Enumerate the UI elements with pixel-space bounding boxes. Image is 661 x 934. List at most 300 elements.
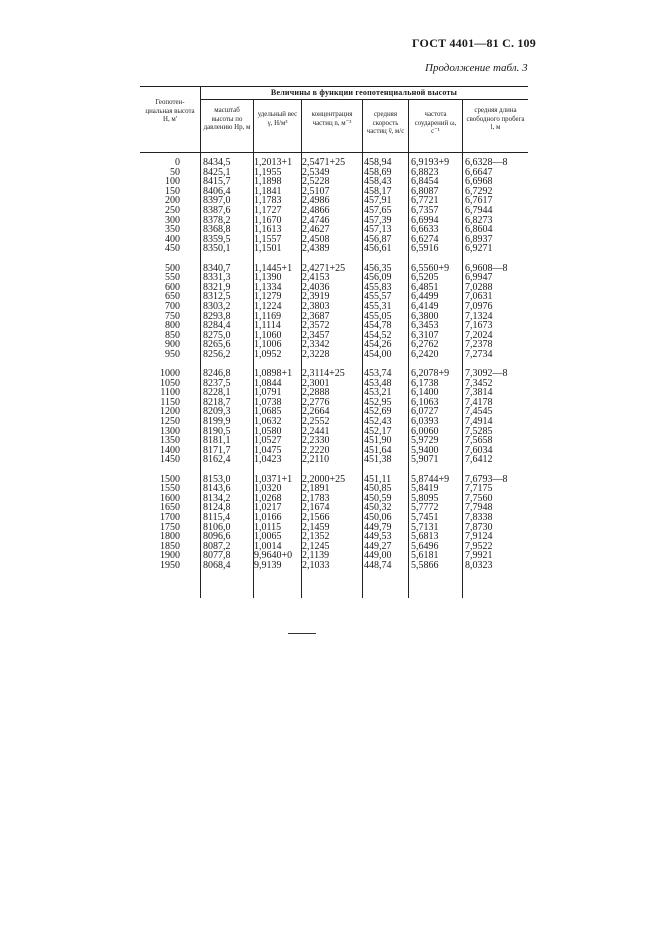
table-cell: 8312,5	[203, 291, 231, 303]
table-cell: 1950	[160, 559, 180, 571]
column-concentration-values	[302, 158, 362, 571]
column-height-values	[140, 158, 180, 571]
table-cell: 1,0685	[254, 406, 282, 418]
table-cell: 455,31	[364, 300, 392, 312]
table-cell: 1,1334	[254, 281, 282, 293]
table-cell: 850	[165, 329, 180, 341]
table-cell: 5,8419	[411, 483, 439, 495]
table-cell: 6,8087	[411, 185, 439, 197]
table-cell: 8368,8	[203, 224, 231, 236]
table-cell: 5,7451	[411, 511, 439, 523]
table-cell: 800	[165, 320, 180, 332]
table-cell: 1,2013+1	[254, 157, 293, 168]
table-cell: 453,74	[364, 368, 392, 380]
table-cell: 6,7944	[465, 204, 493, 216]
table-cell: 7,6793—8	[465, 473, 508, 485]
table-cell: 1,1390	[254, 272, 282, 284]
table-cell: 457,91	[364, 195, 392, 207]
table-cell: 451,64	[364, 444, 392, 456]
table-cell: 7,9124	[465, 531, 493, 543]
table-cell: 8275,0	[203, 329, 231, 341]
table-cell: 449,00	[364, 550, 392, 562]
table-cell: 451,38	[364, 454, 392, 466]
table-cell: 2,2220	[302, 444, 330, 456]
table-cell: 7,8338	[465, 511, 493, 523]
table-cell: 7,2024	[465, 329, 493, 341]
table-cell: 6,6647	[465, 166, 493, 178]
table-cell: 6,7292	[465, 185, 493, 197]
table-cell: 6,6994	[411, 214, 439, 226]
table-cell: 450,85	[364, 483, 392, 495]
table-cell: 50	[170, 166, 180, 178]
table-cell: 2,3457	[302, 329, 330, 341]
table-cell: 250	[165, 204, 180, 216]
table-cell: 5,6813	[411, 531, 439, 543]
table-cell: 1,1445+1	[254, 262, 293, 274]
table-cell: 7,3092—8	[465, 368, 508, 380]
table-cell: 1,1898	[254, 176, 282, 188]
table-cell: 2,1033	[302, 559, 330, 571]
table-cell: 5,9400	[411, 444, 439, 456]
table-cell: 1,0844	[254, 377, 282, 389]
table-cell: 2,2888	[302, 387, 330, 399]
table-cell: 5,5866	[411, 559, 439, 571]
table-cell: 9,9640+0	[254, 550, 293, 562]
table-cell: 6,1400	[411, 387, 439, 399]
table-cell: 449,53	[364, 531, 392, 543]
table-cell: 7,1673	[465, 320, 493, 332]
table-cell: 1,0423	[254, 454, 282, 466]
column-scale-height-values	[203, 158, 251, 571]
table-cell: 2,2330	[302, 435, 330, 447]
table-cell: 1050	[160, 377, 180, 389]
table-cell: 1,0166	[254, 511, 282, 523]
table-cell: 6,7617	[465, 195, 493, 207]
table-cell: 1,0580	[254, 425, 282, 437]
table-cell: 2,5349	[302, 166, 330, 178]
table-cell: 450,32	[364, 502, 392, 514]
table-cell: 6,3107	[411, 329, 439, 341]
table-cell: 650	[165, 291, 180, 303]
table-cell: 6,9271	[465, 243, 493, 255]
table-cell: 8143,6	[203, 483, 231, 495]
table-cell: 8378,2	[203, 214, 231, 226]
table-cell: 2,2552	[302, 416, 330, 428]
table-cell: 6,2078+9	[411, 368, 450, 380]
table-cell: 7,0288	[465, 281, 493, 293]
table-cell: 2,3919	[302, 291, 330, 303]
table-cell: 8124,8	[203, 502, 231, 514]
table-cell: 6,9193+9	[411, 157, 450, 168]
table-cell: 1350	[160, 435, 180, 447]
table-cell: 2,1566	[302, 511, 330, 523]
table-cell: 8162,4	[203, 454, 231, 466]
table-cell: 7,2734	[465, 348, 493, 360]
table-cell: 6,0393	[411, 416, 439, 428]
super-header-rule	[200, 99, 528, 100]
table-cell: 456,09	[364, 272, 392, 284]
table-cell: 2,4986	[302, 195, 330, 207]
table-cell: 2,1139	[302, 550, 330, 562]
table-cell: 2,4866	[302, 204, 330, 216]
table-cell: 9,9139	[254, 559, 282, 571]
table-cell: 2,2000+25	[302, 473, 346, 485]
table-cell: 0	[175, 157, 180, 168]
table-cell: 1,1501	[254, 243, 282, 255]
table-cell: 455,05	[364, 310, 392, 322]
table-cell: 453,48	[364, 377, 392, 389]
table-cell: 2,4271+25	[302, 262, 346, 274]
table-cell: 7,3814	[465, 387, 493, 399]
table-cell: 8265,6	[203, 339, 231, 351]
table-cell: 8406,4	[203, 185, 231, 197]
table-cell: 2,2110	[302, 454, 330, 466]
table-cell: 950	[165, 348, 180, 360]
table-cell: 1,0475	[254, 444, 282, 456]
table-cell: 1,1224	[254, 300, 282, 312]
table-cell: 1,0527	[254, 435, 282, 447]
table-cell: 452,69	[364, 406, 392, 418]
table-cell: 8134,2	[203, 492, 231, 504]
column-header-mean-free-path: средняя длина свободного пробега l, м	[466, 105, 525, 131]
table-cell: 1,0371+1	[254, 473, 293, 485]
table-cell: 456,87	[364, 233, 392, 245]
table-cell: 458,17	[364, 185, 392, 197]
table-cell: 8321,9	[203, 281, 231, 293]
table-cell: 6,1738	[411, 377, 439, 389]
table-cell: 8068,4	[203, 559, 231, 571]
table-cell: 8218,7	[203, 396, 231, 408]
table-cell: 7,0976	[465, 300, 493, 312]
table-cell: 2,1674	[302, 502, 330, 514]
table-cell: 1,1670	[254, 214, 282, 226]
table-cell: 456,35	[364, 262, 392, 274]
table-cell: 2,4153	[302, 272, 330, 284]
table-cell: 200	[165, 195, 180, 207]
table-cell: 6,7721	[411, 195, 439, 207]
table-cell: 452,43	[364, 416, 392, 428]
table-cell: 1,0065	[254, 531, 282, 543]
table-cell: 1900	[160, 550, 180, 562]
table-cell: 452,17	[364, 425, 392, 437]
table-cell: 8087,2	[203, 540, 231, 552]
table-cell: 1150	[160, 396, 180, 408]
table-cell: 8415,7	[203, 176, 231, 188]
table-cell: 8425,1	[203, 166, 231, 178]
table-cell: 2,4389	[302, 243, 330, 255]
table-cell: 2,3572	[302, 320, 330, 332]
table-cell: 700	[165, 300, 180, 312]
table-cell: 7,2378	[465, 339, 493, 351]
table-cell: 2,3803	[302, 300, 330, 312]
table-cell: 1,1060	[254, 329, 282, 341]
table-cell: 456,61	[364, 243, 392, 255]
table-top-rule	[140, 86, 528, 87]
column-frequency-values	[411, 158, 461, 571]
table-cell: 2,4508	[302, 233, 330, 245]
table-cell: 1000	[160, 368, 180, 380]
table-cell: 6,6968	[465, 176, 493, 188]
table-cell: 2,5228	[302, 176, 330, 188]
table-cell: 6,8823	[411, 166, 439, 178]
column-header-height: Геопотен-циальная высота H, м'	[145, 97, 195, 123]
table-cell: 7,3452	[465, 377, 493, 389]
table-cell: 1,0014	[254, 540, 282, 552]
table-cell: 1400	[160, 444, 180, 456]
table-cell: 1,0320	[254, 483, 282, 495]
table-cell: 7,7175	[465, 483, 493, 495]
table-cell: 500	[165, 262, 180, 274]
table-cell: 8303,2	[203, 300, 231, 312]
table-cell: 2,1245	[302, 540, 330, 552]
table-cell: 454,00	[364, 348, 392, 360]
table-cell: 6,9947	[465, 272, 493, 284]
table-cell: 8246,8	[203, 368, 231, 380]
super-header: Величины в функции геопотенциальной высоты	[270, 88, 458, 97]
table-cell: 6,4851	[411, 281, 439, 293]
table-cell: 6,6274	[411, 233, 439, 245]
table-cell: 150	[165, 185, 180, 197]
table-cell: 6,4149	[411, 300, 439, 312]
table-cell: 1450	[160, 454, 180, 466]
column-speed-values	[364, 158, 414, 571]
table-cell: 7,7948	[465, 502, 493, 514]
table-cell: 7,8730	[465, 521, 493, 533]
table-cell: 7,4545	[465, 406, 493, 418]
table-cell: 458,94	[364, 157, 392, 168]
table-cell: 8190,5	[203, 425, 231, 437]
table-cell: 6,8454	[411, 176, 439, 188]
table-cell: 8,0323	[465, 559, 493, 571]
table-cell: 6,8604	[465, 224, 493, 236]
table-cell: 1,0632	[254, 416, 282, 428]
table-cell: 2,5107	[302, 185, 330, 197]
table-cell: 450,59	[364, 492, 392, 504]
table-cell: 7,6412	[465, 454, 493, 466]
table-cell: 1250	[160, 416, 180, 428]
table-cell: 7,9522	[465, 540, 493, 552]
table-cell: 6,1063	[411, 396, 439, 408]
table-cell: 457,13	[364, 224, 392, 236]
table-cell: 2,3342	[302, 339, 330, 351]
table-cell: 449,79	[364, 521, 392, 533]
table-cell: 8209,3	[203, 406, 231, 418]
table-cell: 350	[165, 224, 180, 236]
table-cell: 455,83	[364, 281, 392, 293]
table-cell: 5,6496	[411, 540, 439, 552]
table-cell: 7,9921	[465, 550, 493, 562]
table-cell: 452,95	[364, 396, 392, 408]
table-cell: 1,0217	[254, 502, 282, 514]
table-cell: 6,7357	[411, 204, 439, 216]
table-cell: 450,06	[364, 511, 392, 523]
table-cell: 457,39	[364, 214, 392, 226]
table-cell: 1750	[160, 521, 180, 533]
table-cell: 8106,0	[203, 521, 231, 533]
table-cell: 1,0898+1	[254, 368, 293, 380]
table-cell: 1,0738	[254, 396, 282, 408]
table-cell: 450	[165, 243, 180, 255]
table-cell: 5,9729	[411, 435, 439, 447]
table-cell: 2,4746	[302, 214, 330, 226]
column-header-particle-concentration: концентрация частиц n, м⁻³	[311, 109, 353, 127]
table-cell: 2,3114+25	[302, 368, 345, 380]
table-cell: 6,5205	[411, 272, 439, 284]
table-cell: 453,21	[364, 387, 392, 399]
table-cell: 1,0115	[254, 521, 282, 533]
table-cell: 1200	[160, 406, 180, 418]
table-cell: 1,0791	[254, 387, 282, 399]
table-cell: 454,52	[364, 329, 392, 341]
table-cell: 5,9071	[411, 454, 439, 466]
table-cell: 5,6181	[411, 550, 439, 562]
table-cell: 6,6328—8	[465, 157, 508, 168]
table-cell: 8359,5	[203, 233, 231, 245]
table-cell: 451,90	[364, 435, 392, 447]
table-cell: 100	[165, 176, 180, 188]
table-cell: 6,9608—8	[465, 262, 508, 274]
table-cell: 458,69	[364, 166, 392, 178]
table-cell: 6,2762	[411, 339, 439, 351]
table-cell: 8199,9	[203, 416, 231, 428]
table-cell: 8077,8	[203, 550, 231, 562]
table-cell: 300	[165, 214, 180, 226]
table-cell: 6,5916	[411, 243, 439, 255]
table-cell: 8293,8	[203, 310, 231, 322]
table-cell: 1,0268	[254, 492, 282, 504]
table-cell: 7,5658	[465, 435, 493, 447]
table-cell: 7,1324	[465, 310, 493, 322]
column-header-specific-weight: удельный вес γ, Н/м³	[257, 109, 298, 127]
column-divider	[462, 99, 463, 598]
table-cell: 6,2420	[411, 348, 439, 360]
table-cell: 1800	[160, 531, 180, 543]
column-header-collision-frequency: частота соударений ω, с⁻¹	[414, 109, 457, 135]
table-cell: 1300	[160, 425, 180, 437]
table-cell: 8171,7	[203, 444, 231, 456]
table-cell: 1550	[160, 483, 180, 495]
table-cell: 8115,4	[203, 511, 231, 523]
table-cell: 454,26	[364, 339, 392, 351]
table-cell: 1700	[160, 511, 180, 523]
table-cell: 6,8273	[465, 214, 493, 226]
column-header-scale-height: масштаб высоты по давлению Hp, м	[203, 105, 251, 131]
table-cell: 8331,3	[203, 272, 231, 284]
table-cell: 2,1352	[302, 531, 330, 543]
page-header: ГОСТ 4401—81 С. 109	[412, 36, 536, 50]
table-cell: 1,1841	[254, 185, 282, 197]
table-cell: 1,1727	[254, 204, 282, 216]
table-cell: 458,43	[364, 176, 392, 188]
table-cell: 8228,1	[203, 387, 231, 399]
table-cell: 8096,6	[203, 531, 231, 543]
table-cell: 8153,0	[203, 473, 231, 485]
table-cell: 451,11	[364, 473, 392, 485]
table-cell: 2,2664	[302, 406, 330, 418]
table-cell: 8350,1	[203, 243, 231, 255]
header-bottom-rule	[140, 152, 528, 153]
table-cell: 7,7560	[465, 492, 493, 504]
column-specific-weight-values	[254, 158, 302, 571]
table-cell: 1,0952	[254, 348, 282, 360]
table-cell: 2,2776	[302, 396, 330, 408]
table-cell: 6,4499	[411, 291, 439, 303]
table-cell: 1,1783	[254, 195, 282, 207]
table-cell: 1,1114	[254, 320, 281, 332]
table-cell: 1,1557	[254, 233, 282, 245]
table-cell: 1,1169	[254, 310, 282, 322]
column-divider	[362, 99, 363, 598]
table-cell: 8340,7	[203, 262, 231, 274]
table-cell: 2,5471+25	[302, 157, 346, 168]
table-cell: 2,2441	[302, 425, 330, 437]
table-cell: 5,7131	[411, 521, 439, 533]
table-cell: 2,3001	[302, 377, 330, 389]
table-cell: 1,1279	[254, 291, 282, 303]
table-cell: 1100	[160, 387, 180, 399]
table-cell: 2,3687	[302, 310, 330, 322]
table-cell: 7,4914	[465, 416, 493, 428]
table-cell: 6,5560+9	[411, 262, 450, 274]
table-cell: 2,1783	[302, 492, 330, 504]
table-cell: 2,3228	[302, 348, 330, 360]
table-cell: 2,1459	[302, 521, 330, 533]
table-cell: 6,8937	[465, 233, 493, 245]
table-cell: 6,0060	[411, 425, 439, 437]
table-cell: 8181,1	[203, 435, 231, 447]
table-cell: 8237,5	[203, 377, 231, 389]
table-cell: 600	[165, 281, 180, 293]
table-cell: 7,4178	[465, 396, 493, 408]
table-cell: 449,27	[364, 540, 392, 552]
table-continuation-caption: Продолжение табл. 3	[425, 62, 528, 74]
column-divider	[200, 86, 201, 598]
table-cell: 1,1955	[254, 166, 282, 178]
table-cell: 1850	[160, 540, 180, 552]
table-cell: 8397,0	[203, 195, 231, 207]
table-cell: 8387,6	[203, 204, 231, 216]
column-free-path-values	[465, 158, 525, 571]
table-cell: 6,0727	[411, 406, 439, 418]
table-cell: 1650	[160, 502, 180, 514]
table-cell: 457,65	[364, 204, 392, 216]
table-cell: 5,8095	[411, 492, 439, 504]
table-cell: 454,78	[364, 320, 392, 332]
table-cell: 6,3453	[411, 320, 439, 332]
data-table	[140, 86, 528, 598]
table-cell: 1,1006	[254, 339, 282, 351]
end-rule	[288, 633, 316, 634]
table-cell: 5,8744+9	[411, 473, 450, 485]
table-cell: 8256,2	[203, 348, 231, 360]
table-cell: 900	[165, 339, 180, 351]
table-cell: 455,57	[364, 291, 392, 303]
table-cell: 2,4036	[302, 281, 330, 293]
table-cell: 7,5285	[465, 425, 493, 437]
table-cell: 6,6633	[411, 224, 439, 236]
table-cell: 8434,5	[203, 157, 231, 168]
table-cell: 1500	[160, 473, 180, 485]
table-cell: 7,0631	[465, 291, 493, 303]
table-cell: 550	[165, 272, 180, 284]
column-header-mean-speed: средняя скорость частиц v̄, м/с	[366, 109, 405, 135]
table-cell: 2,4627	[302, 224, 330, 236]
table-cell: 400	[165, 233, 180, 245]
table-cell: 8284,4	[203, 320, 231, 332]
table-cell: 2,1891	[302, 483, 330, 495]
table-cell: 6,3800	[411, 310, 439, 322]
table-cell: 1,1613	[254, 224, 282, 236]
